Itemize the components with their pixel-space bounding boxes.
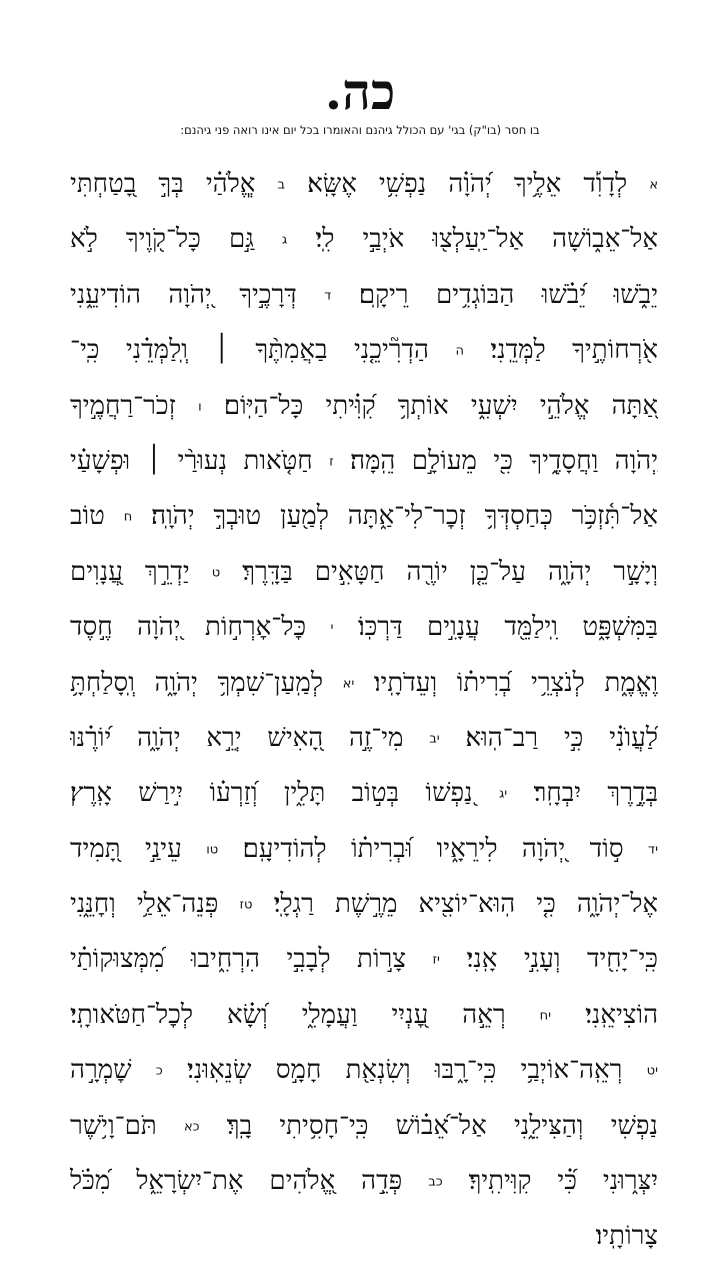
verse-number: יז [432, 952, 440, 968]
verse-text: יְ֭הֹוָה וַחֲסָדֶ֑יךָ כִּ֖י מֵעוֹלָ֣ם הֵֽמָּה׃ [350, 445, 658, 476]
verse-text: לְמַֽעַן־שִׁמְךָ֥ יְהֹוָ֑ה וְֽסָלַחְתָּ֥ [70, 667, 323, 698]
verse-text: שׇׁמְרָ֣ה [70, 1055, 132, 1086]
verse-number: יא [342, 675, 355, 691]
verse-number: ד [324, 288, 332, 304]
verse-number: יב [429, 731, 440, 747]
psalm-text [70, 157, 658, 1265]
verse-number: יג [498, 786, 508, 802]
text-line [70, 711, 658, 766]
verse-text: רְאֵ֣ה עׇ֭נְיִי וַעֲמָלִ֑י וְ֝שָׂ֗א לְכׇל־חַטֹּאותָֽי׃ [70, 999, 506, 1030]
verse-text: כׇּל־אׇרְח֣וֹת יְ֭הֹוָה חֶ֣סֶד [70, 612, 307, 643]
verse-text: נַ֭פְשִׁי וְהַצִּילֵ֑נִי אַל־אֵ֝ב֗וֹשׁ כִּֽי־חָסִ֥יתִי בָֽךְ׃ [226, 1110, 658, 1141]
text-line [70, 822, 658, 877]
verse-text: בְּדֶ֣רֶךְ יִבְחָֽר׃ [533, 778, 658, 809]
verse-text: גַּ֣ם כָּל־קֹ֭וֶיךָ לֹ֣א [70, 224, 254, 255]
text-line [70, 157, 658, 212]
verse-text: אֶל־יְהֹוָ֑ה כִּ֤י הֽוּא־יוֹצִ֖יא מֵרֶ֣שֶׁת רַגְלָֽי׃ [273, 889, 658, 920]
verse-number: יד [647, 841, 658, 857]
verse-number: יח [539, 1008, 552, 1024]
verse-number: יט [646, 1063, 658, 1079]
verse-number: טז [239, 897, 253, 913]
verse-text: יַדְרֵ֣ךְ עֲ֭נָוִים [70, 556, 190, 587]
text-line [70, 545, 658, 600]
verse-text: אַל־אֵב֑וֹשָׁה אַל־יַֽעַלְצ֖וּ אֹיְבַ֣י לִֽי׃ [315, 224, 658, 255]
verse-text: זְכֹר־רַחֲמֶ֣יךָ [70, 390, 176, 421]
verse-text: מִי־זֶ֣ה הָ֭אִישׁ יְרֵ֣א יְהֹוָ֑ה י֝וֹרֶ֗נּוּ [70, 722, 404, 753]
text-line [70, 988, 658, 1043]
verse-text: כִּֽי־יָחִ֖יד וְעָנִ֣י אָֽנִי׃ [466, 944, 658, 975]
verse-text: דְּרָכֶ֣יךָ יְ֭הֹוָה הוֹדִיעֵ֑נִי [70, 279, 297, 310]
verse-text: יִצְּר֑וּנִי כִּ֝֗י קִוִּיתִֽיךָ׃ [468, 1166, 658, 1197]
verse-number: כב [428, 1174, 443, 1190]
verse-text: פְּנֵה־אֵלַ֥י וְחׇנֵּ֑נִי [70, 889, 219, 920]
verse-text: לַ֝עֲוֺנִ֗י כִּ֣י רַב־הֽוּא׃ [465, 722, 658, 753]
verse-text: צָר֣וֹת לְבָבִ֣י הִרְחִ֑יבוּ מִ֝מְּצוּקוֹתַ֗י [70, 944, 406, 975]
verse-number: ז [329, 454, 334, 470]
verse-text: פְּדֵ֣ה אֱ֭לֹהִים אֶת־יִשְׂרָאֵ֑ל מִ֝כֹּ֗ל [70, 1166, 403, 1197]
text-line [70, 1209, 658, 1264]
verse-number: ו [198, 398, 202, 414]
verse-text: טוֹב [70, 501, 105, 532]
verse-number: ב [277, 177, 286, 193]
verse-number: ט [211, 565, 221, 581]
verse-text: חַטֹּ֤אות נְעוּרַ֨י ׀ וּפְשָׁעַ֗י [70, 445, 313, 476]
verse-text: הוֹצִיאֵֽנִי׃ [585, 999, 658, 1030]
text-line [70, 434, 658, 489]
text-line [70, 656, 658, 711]
verse-number: א [649, 177, 658, 193]
text-line [70, 1099, 658, 1154]
verse-text: תֹּם־וָיֹ֥שֶׁר [70, 1110, 157, 1141]
verse-text: אַ֭תָּה אֱלֹהֵ֣י יִשְׁעִ֑י אוֹתְךָ֥ קִ֝וִּ֗יתִי כָּל־הַיּֽוֹם׃ [223, 390, 658, 421]
verse-number: ח [123, 509, 133, 525]
verse-text: לְדָוִ֡ד אֵלֶ֥יךָ יְ֝הֹוָ֗ה נַפְשִׁ֥י אֶשָּֽׂא׃ [307, 169, 628, 199]
text-line [70, 1043, 658, 1098]
verse-text: צָרוֹתָֽיו׃ [595, 1221, 658, 1252]
verse-text: רְאֵֽה־אוֹיְבַ֥י כִּֽי־רָ֑בּוּ וְשִׂנְאַ֖ת חָמָ֣ס שְׂנֵאֽוּנִי׃ [187, 1055, 623, 1086]
text-line [70, 268, 658, 323]
verse-text: הַדְרִ֘יכֵ֤נִי בַאֲמִתֶּ֨ךָ ׀ וְֽלַמְּדֵ֗נִי כִּֽי־ [70, 335, 430, 366]
verse-number: כא [183, 1118, 200, 1134]
chapter-title: כה. [324, 62, 396, 121]
verse-text: עֵינַ֣י תָּ֭מִיד [70, 833, 182, 864]
verse-number: י [330, 620, 334, 636]
header-note: בו חסר (בו"ק) בגי' עם הכולל גיהנם והאומרו בכל יום אינו רואה פני גיהנם: [180, 123, 540, 137]
verse-text: אַל־תִּ֫זְכֹּ֥ר כְּחַסְדְּךָ֥ זְכׇר־לִי־אַ֑תָּה לְמַ֖עַן טוּבְךָ֣ יְהֹוָֽה׃ [151, 501, 658, 532]
verse-number: טו [206, 841, 219, 857]
verse-text: וְיָשָׁ֣ר יְהֹוָ֑ה עַל־כֵּ֤ן יוֹרֶ֖ה חַטָּאִ֣ים בַּדָּֽרֶךְ׃ [242, 556, 658, 587]
verse-text: יֵבֹ֑שׁוּ יֵ֝בֹ֗שׁוּ הַבּוֹגְדִ֥ים רֵיקָֽם׃ [358, 279, 658, 310]
text-line [70, 932, 658, 987]
verse-text: ס֣וֹד יְ֭הֹוָה לִירֵאָ֑יו וּ֝בְרִית֗וֹ לְהוֹדִיעָֽם׃ [242, 833, 624, 864]
verse-text: וֶאֱמֶ֑ת לְנֹצְרֵ֥י בְ֝רִית֗וֹ וְעֵדֹתָֽיו׃ [373, 667, 658, 698]
verse-text: אֹ֖רְחוֹתֶ֣יךָ לַמְּדֵֽנִי׃ [490, 335, 658, 366]
verse-number: ג [281, 232, 288, 248]
verse-text: בַּמִּשְׁפָּ֑ט וִֽילַמֵּ֖ד עֲנָוִ֣ים דַּרְכּֽוֹ׃ [357, 612, 658, 643]
text-line [70, 1154, 658, 1209]
text-line [70, 600, 658, 655]
text-line [70, 323, 658, 378]
text-line [70, 877, 658, 932]
verse-text: נַ֭פְשׁוֹ בְּט֣וֹב תָּלִ֑ין וְ֝זַרְע֗וֹ יִ֣ירַשׁ אָֽרֶץ׃ [70, 778, 473, 809]
verse-number: כ [155, 1063, 163, 1079]
verse-text: אֱֽלֹהַ֗י בְּךָ֣ בָ֭טַחְתִּי [70, 169, 256, 199]
text-line [70, 489, 658, 544]
text-line [70, 766, 658, 821]
text-line [70, 379, 658, 434]
text-line [70, 212, 658, 267]
verse-number: ה [455, 343, 464, 359]
